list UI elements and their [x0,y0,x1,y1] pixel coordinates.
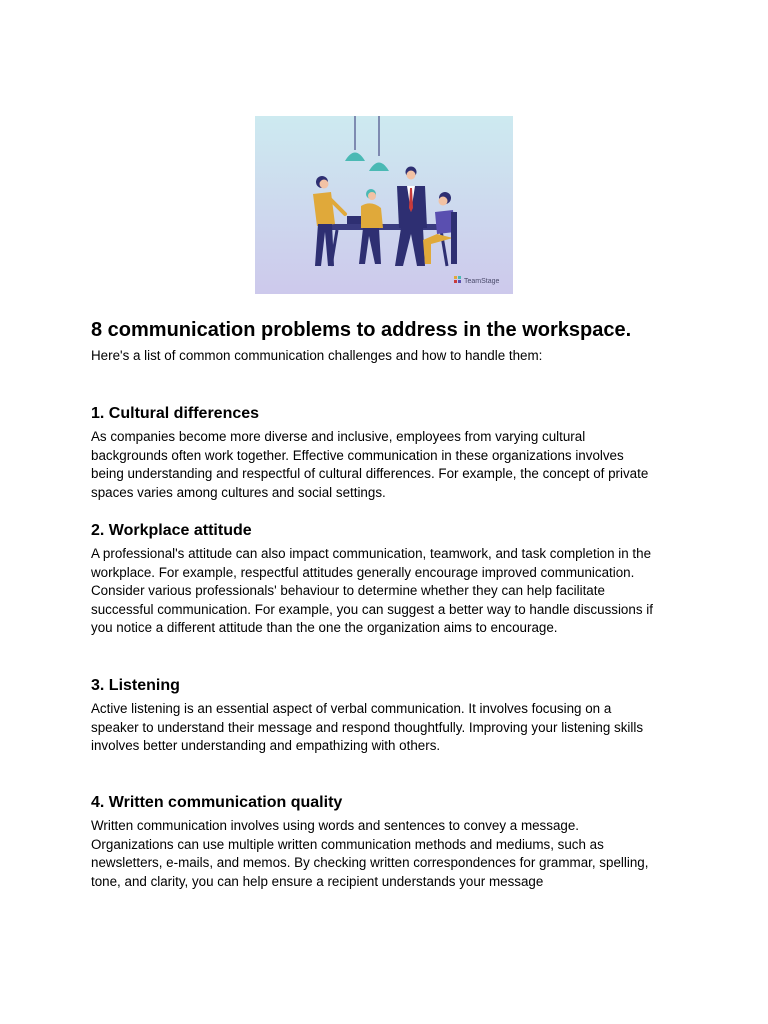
section-body [91,817,691,891]
body-line: A professional's attitude can also impact communication, teamwork, and task completion in the [91,546,652,561]
logo-text: TeamStage [464,278,500,285]
section-heading: 4. Written communication quality [91,794,343,811]
section-body [91,428,691,502]
body-line: tone, and clarity, you can help ensure a recipient understands your message [91,873,544,889]
intro-paragraph: Here's a list of common communication challenges and how to handle them: [91,348,543,363]
section-heading: 1. Cultural differences [91,405,260,422]
team-meeting-illustration-svg [255,116,513,294]
section-body [91,545,691,638]
body-line: backgrounds often work together. Effective communication in these organizations involves [91,447,624,463]
section-workplace-attitude [91,520,691,638]
section-cultural-differences [91,403,691,502]
body-line: speaker to understand their message and respond thoughtfully. Improving your listening skills [91,719,644,735]
document-header [91,316,691,366]
body-line: Written communication involves using words and sentences to convey a message. [91,818,580,833]
illustration-background [255,116,513,294]
team-meeting-illustration [255,116,513,294]
body-line: Consider various professionals' behaviour to determine whether they can help facilitate [91,583,605,599]
section-heading: 2. Workplace attitude [91,522,252,539]
section-listening [91,675,691,756]
body-line: involves better understanding and empathizing with others. [91,738,441,754]
body-line: being understanding and respectful of cultural differences. For example, the concept of private [91,466,649,482]
body-line: As companies become more diverse and inclusive, employees from varying cultural [91,429,586,444]
document-title: 8 communication problems to address in the workspace. [91,319,632,341]
section-heading: 3. Listening [91,677,180,694]
body-line: newsletters, e-mails, and memos. By checking written correspondences for grammar, spelling, [91,855,649,871]
section-written-communication [91,792,691,891]
body-line: spaces varies among cultures and social settings. [91,484,386,500]
body-line: Organizations can use multiple written communication methods and mediums, such as [91,836,604,852]
body-line: successful communication. For example, you can suggest a better way to handle discussions if [91,601,653,617]
body-line: you notice a different attitude than the one the organization aims to encourage. [91,620,558,636]
body-line: Active listening is an essential aspect of verbal communication. It involves focusing on a [91,701,612,716]
body-line: workplace. For example, respectful attitudes generally encourage improved communication. [91,564,635,580]
section-body [91,700,691,756]
